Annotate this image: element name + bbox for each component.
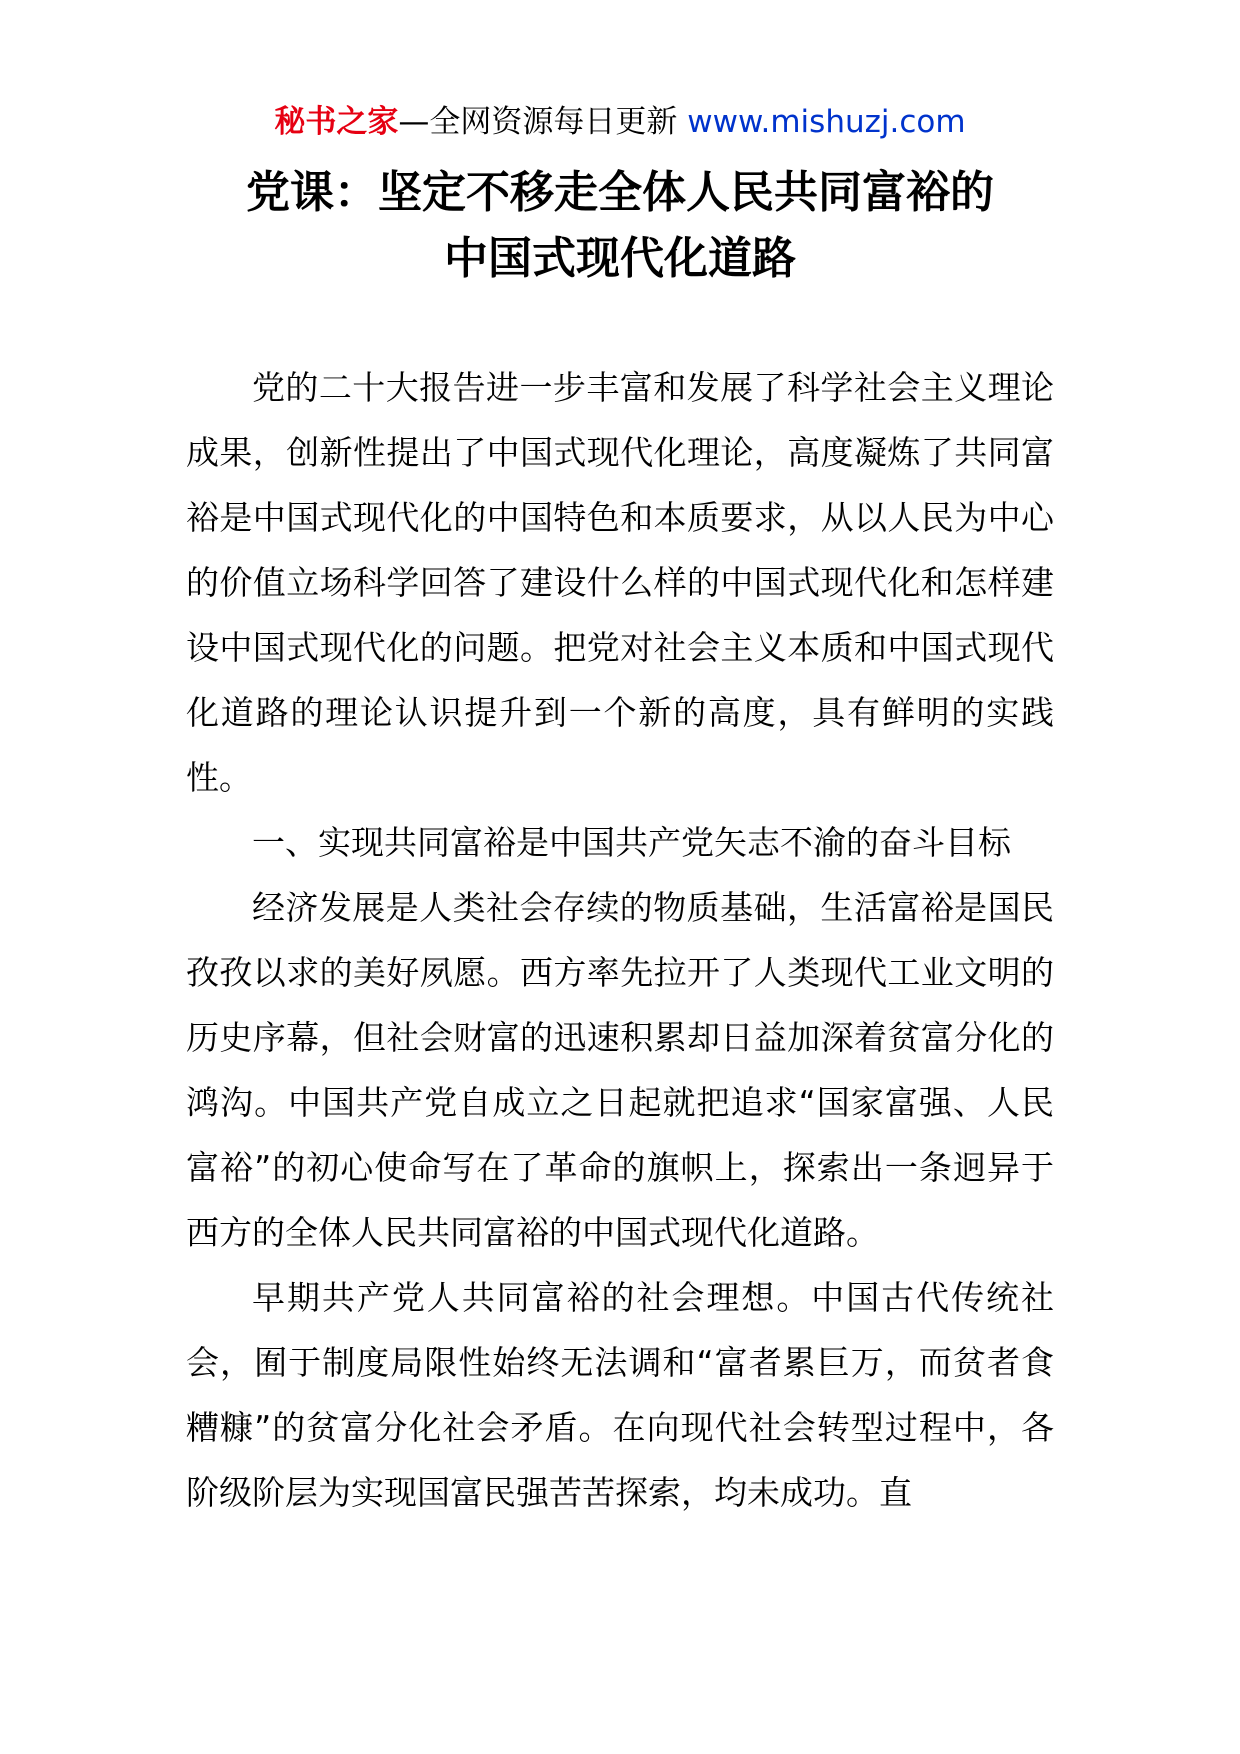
paragraph-early-communists: 早期共产党人共同富裕的社会理想。中国古代传统社会，囿于制度局限性始终无法调和“富者累巨万，而贫者食糟糠”的贫富分化社会矛盾。在向现代社会转型过程中，各阶级阶层为实现国富民强苦苦探索，均未成功。直: [186, 1278, 1054, 1512]
document-title: [0, 160, 1240, 292]
section-heading-1: 一、实现共同富裕是中国共产党矢志不渝的奋斗目标: [252, 823, 1011, 862]
paragraph-intro: 党的二十大报告进一步丰富和发展了科学社会主义理论成果，创新性提出了中国式现代化理论，高度凝炼了共同富裕是中国式现代化的中国特色和本质要求，从以人民为中心的价值立场科学回答了建设什么样的中国式现代化和怎样建设中国式现代化的问题。把党对社会主义本质和中国式现代化道路的理论认识提升到一个新的高度，具有鲜明的实践性。: [186, 368, 1054, 797]
brand-name: 秘书之家: [274, 104, 399, 140]
title-line-1: 党课：坚定不移走全体人民共同富裕的: [246, 167, 994, 218]
header-slogan: —全网资源每日更新: [398, 104, 688, 140]
title-line-2: 中国式现代化道路: [444, 233, 796, 284]
paragraph-economic-development: 经济发展是人类社会存续的物质基础，生活富裕是国民孜孜以求的美好夙愿。西方率先拉开了人类现代工业文明的历史序幕，但社会财富的迅速积累却日益加深着贫富分化的鸿沟。中国共产党自成立之日起就把追求“国家富强、人民富裕”的初心使命写在了革命的旗帜上，探索出一条迥异于西方的全体人民共同富裕的中国式现代化道路。: [186, 888, 1054, 1252]
header-url-link[interactable]: www.mishuzj.com: [687, 104, 966, 140]
site-header-banner: [0, 100, 1240, 144]
document-body: [186, 355, 1054, 1525]
